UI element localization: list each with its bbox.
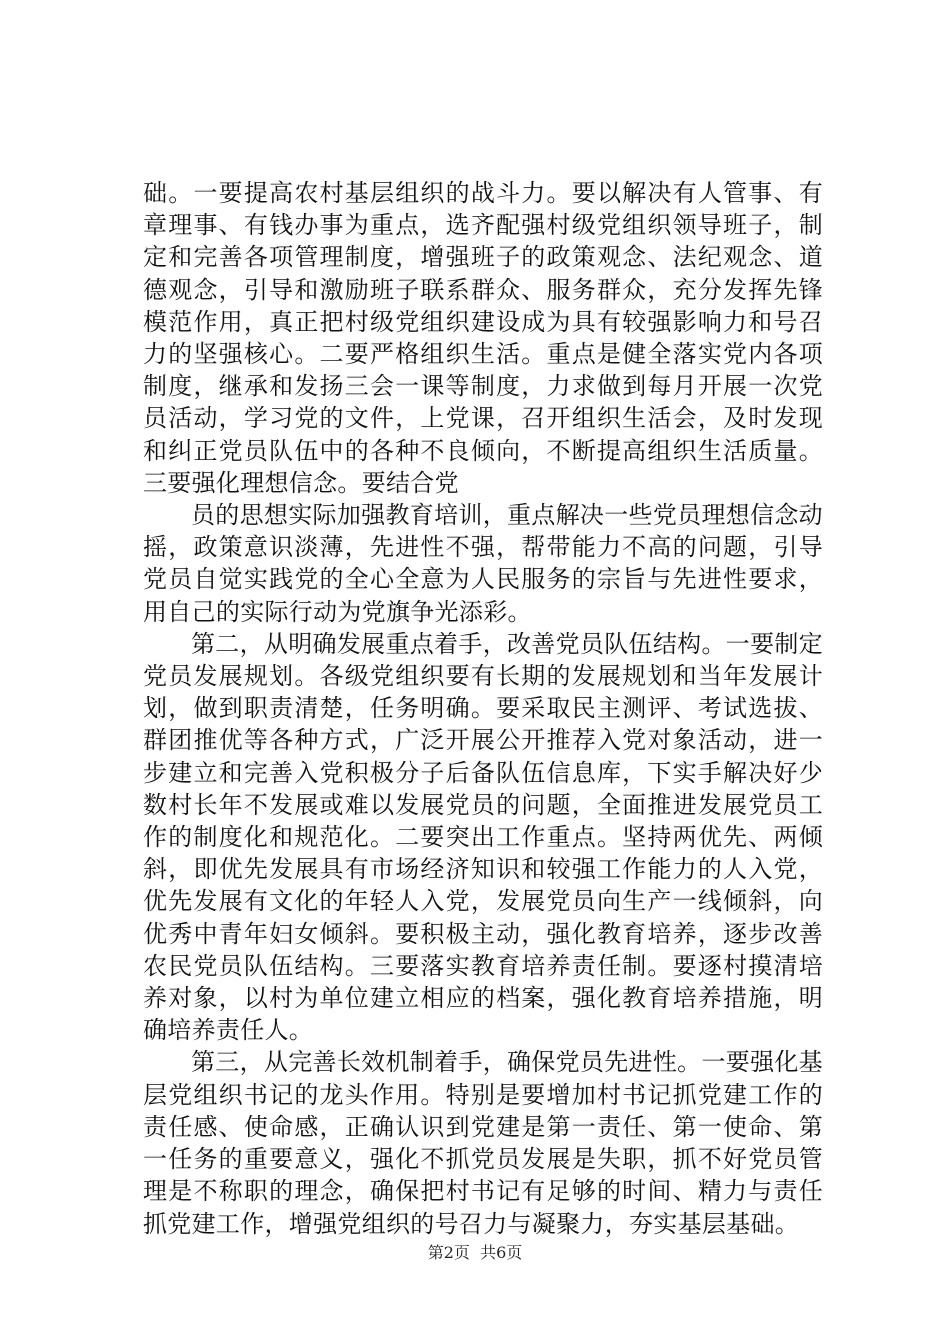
body-text: [143, 177, 823, 1240]
paragraph-4: 第三，从完善长效机制着手，确保党员先进性。一要强化基层党组织书记的龙头作用。特别是要增加村书记抓党建工作的责任感、使命感，正确认识到党建是第一责任、第一使命、第一任务的重要意义，强化不抓党员发展是失职，抓不好党员管理是不称职的理念，确保把村书记有足够的时间、精力与责任抓党建工作，增强党组织的号召力与凝聚力，夯实基层基础。: [143, 1048, 823, 1238]
paragraph-2: 员的思想实际加强教育培训，重点解决一些党员理想信念动摇，政策意识淡薄，先进性不强，帮带能力不高的问题，引导党员自觉实践党的全心全意为人民服务的宗旨与先进性要求，用自己的实际行动为党旗争光添彩。: [143, 501, 823, 626]
paragraph-1: 础。一要提高农村基层组织的战斗力。要以解决有人管事、有章理事、有钱办事为重点，选齐配强村级党组织领导班子，制定和完善各项管理制度，增强班子的政策观念、法纪观念、道德观念，引导和激励班子联系群众、服务群众，充分发挥先锋模范作用，真正把村级党组织建设成为具有较强影响力和号召力的坚强核心。二要严格组织生活。重点是健全落实党内各项制度，继承和发扬三会一课等制度，力求做到每月开展一次党员活动，学习党的文件，上党课，召开组织生活会，及时发现和纠正党员队伍中的各种不良倾向，不断提高组织生活质量。三要强化理想信念。要结合党: [143, 179, 823, 497]
page-footer: 第2页 共6页: [427, 1243, 523, 1262]
paragraph-3: 第二，从明确发展重点着手，改善党员队伍结构。一要制定党员发展规划。各级党组织要有长期的发展规划和当年发展计划，做到职责清楚，任务明确。要采取民主测评、考试选拔、群团推优等各种方式，广泛开展公开推荐入党对象活动，进一步建立和完善入党积极分子后备队伍信息库，下实手解决好少数村长年不发展或难以发展党员的问题，全面推进发展党员工作的制度化和规范化。二要突出工作重点。坚持两优先、两倾斜，即优先发展具有市场经济知识和较强工作能力的人入党，优先发展有文化的年轻人入党，发展党员向生产一线倾斜，向优秀中青年妇女倾斜。要积极主动，强化教育培养，逐步改善农民党员队伍结构。三要落实教育培养责任制。要逐村摸清培养对象，以村为单位建立相应的档案，强化教育培养措施，明确培养责任人。: [143, 629, 823, 1045]
